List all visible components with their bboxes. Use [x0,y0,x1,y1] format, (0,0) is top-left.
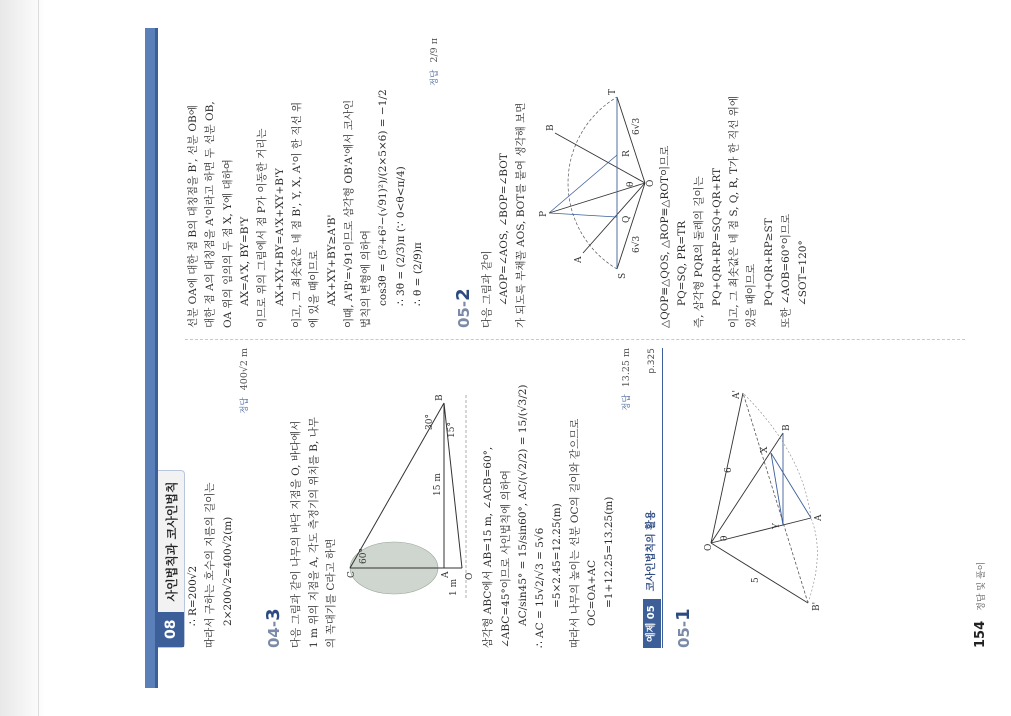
point-label: B [545,124,556,131]
answer-line [237,348,253,648]
point-label: S [617,272,628,279]
point-label: Q [621,215,632,223]
point-label: O [645,179,656,187]
tree-diagram [344,388,476,608]
text-line: 의 꼭대기를 C라고 하면 [324,538,337,648]
text-line: 다음 그림과 같이 나무의 바닥 지점을 O, 바다에서 [290,420,303,648]
segment-OS [617,183,645,269]
header-bar [145,28,155,688]
point-label: B' [812,601,823,611]
text-line: 따라서 나무의 높이는 선분 OC의 길이와 같으므로 [568,418,581,648]
length-label: 6 [724,467,735,473]
text-line: OC=OA+AC [586,559,599,626]
angle-label: 60° [359,548,370,564]
text-line: 또한 ∠AOB=60°이므로 [779,213,792,328]
chapter-title: 사인법칙과 코사인법칙 [164,481,179,602]
section-number: 1 [673,608,695,621]
answer-value: 13.25 m [620,348,632,388]
section-number: 3 [262,608,284,621]
answer-line [619,348,635,648]
segment-OP [549,183,645,213]
answer-value: 2/9 π [429,38,441,63]
textbook-page [145,28,1005,688]
text-line: 선분 OA에 대한 점 B의 대칭점을 B', 선분 OB에 [187,105,199,328]
right-column [185,38,812,328]
text-line: OA 위의 임의의 두 점 X, Y에 대하여 [221,159,234,328]
page-footer [973,562,988,648]
text-line: AX=A'X, BY=B'Y [238,216,251,306]
text-line: 이때, A'B'=√91이므로 삼각형 OB'A'에서 코사인 [342,99,355,328]
angle-label: θ [625,181,636,187]
text-line: PQ=SQ, PR=TR [675,220,688,306]
point-label: O [704,543,715,551]
outer-arc [568,97,617,269]
point-label: P [538,210,549,217]
answer-tag: 정답 [621,394,632,411]
text-line: 있을 때이므로 [745,263,758,328]
point-label: A [814,514,825,521]
left-column [185,348,827,648]
length-label: 6√3 [631,235,642,253]
text-line: 가 되도록 부채꼴 AOS, BOT를 붙여 생각해 보면 [515,102,528,328]
point-label: A [573,256,584,263]
text-line: 1 m 위의 지점을 A, 각도 측정기의 위치를 B, 나무 [307,417,320,648]
text-line: AX+XY+BY≥A'B' [325,214,338,306]
text-line: 이고, 그 최솟값은 네 점 S, Q, R, T가 한 직선 위에 [727,95,740,328]
answer-tag: 정답 [430,69,441,87]
scan-edge [38,0,39,716]
angle-label: θ [720,535,731,541]
page-number: 154 [973,620,988,648]
text-line: 대한 점 A의 대칭점을 A'이라고 하면 두 선분 OB, [204,101,217,328]
sector-diagram [535,83,656,283]
text-line: ∠ABC=45°이므로 사인법칙에 의하여 [499,470,512,648]
section-heading [449,38,479,328]
example-header [642,348,663,648]
section-prefix: 05- [675,620,694,648]
example-title: 코사인법칙의 활용 [646,510,658,592]
text-line: ∴ AC = 15√2/√3 = 5√6 [534,527,547,648]
reflection-diagram [703,383,823,613]
text-line: PQ+QR+RP=SQ+QR+RT [710,167,723,306]
point-label: C [347,571,358,578]
text-line: 삼각형 ABC에서 AB=15 m, ∠ACB=60°, [482,446,495,648]
point-label: O [465,572,476,580]
section-number: 2 [453,288,475,301]
chapter-number: 08 [158,612,184,647]
point-label: B [435,394,446,401]
example-page-ref: p.325 [646,348,657,374]
text-line: 따라서 구하는 호수의 지름의 길이는 [204,482,217,648]
point-label: A [441,571,452,578]
text-line: ∴ θ = (2/9)π [412,242,425,306]
point-label: Y [772,523,783,529]
column-divider [185,339,965,340]
text-line: 법칙의 변형에 의하여 [360,230,373,328]
answer-value: 400√2 m [238,348,250,391]
section-prefix: 05- [455,300,474,328]
text-line: ∠AOP=∠AOS, ∠BOP=∠BOT [498,153,511,306]
length-label: 1 m [449,578,460,596]
text-line: 이고, 그 최솟값은 네 점 B', Y, X, A'이 한 직선 위 [290,101,303,328]
length-label: 5 [751,577,762,583]
text-line: ∠SOT=120° [797,240,810,306]
text-line: 다음 그림과 같이 [480,250,493,328]
text-line: AX+XY+BY=A'X+XY+B'Y [273,168,286,306]
text-line: ∴ R=200√2 [187,565,199,626]
path-XY [771,453,783,525]
point-label: R [621,150,632,157]
angle-label: 15° [447,422,458,438]
text-line: 에 있을 때이므로 [308,250,321,328]
segment-PQ [549,213,617,217]
angle-label: 30° [425,414,436,430]
text-line: =1+12.25=13.25(m) [603,496,616,608]
answer-tag: 정답 [239,397,250,414]
text-line: 2×200√2=400√2(m) [221,516,234,626]
text-line: cos3θ = (5²+6²−(√91)²)/(2×5×6) = −1/2 [377,89,390,306]
chapter-tab [158,470,185,648]
length-label: 15 m [433,473,444,496]
length-label: 6√3 [631,117,642,135]
footer-label: 정답 및 풀이 [977,561,987,611]
arc [743,393,817,603]
point-label: A' [732,390,743,399]
text-line: 이므로 위의 그림에서 점 P가 이동한 거리는 [256,128,269,328]
text-line: ∴ 3θ = (2/3)π (∵ 0<θ<π/4) [394,166,407,306]
section-heading [669,348,699,648]
path-AX [771,453,811,518]
answer-line [427,38,443,328]
section-prefix: 04- [264,620,283,648]
text-line: △QOP≡△QOS, △ROP≡△ROT이므로 [658,145,671,328]
point-label: T [607,88,618,95]
point-label: X [760,446,771,453]
text-line: PQ+QR+RP≥ST [762,218,775,306]
point-label: B [782,424,793,431]
text-line: =5×2.45=12.25(m) [551,503,564,608]
section-heading [259,348,289,648]
segment-PR [549,155,617,213]
text-line: 즉, 삼각형 PQR의 둘레의 길이는 [693,176,706,328]
segment-OB-prime [711,543,808,603]
scan-shadow [0,0,46,716]
text-line: AC/sin45° = 15/sin60°, AC/(√2/2) = 15/(√3/2) [516,384,529,626]
example-label: 예제 05 [643,599,661,648]
